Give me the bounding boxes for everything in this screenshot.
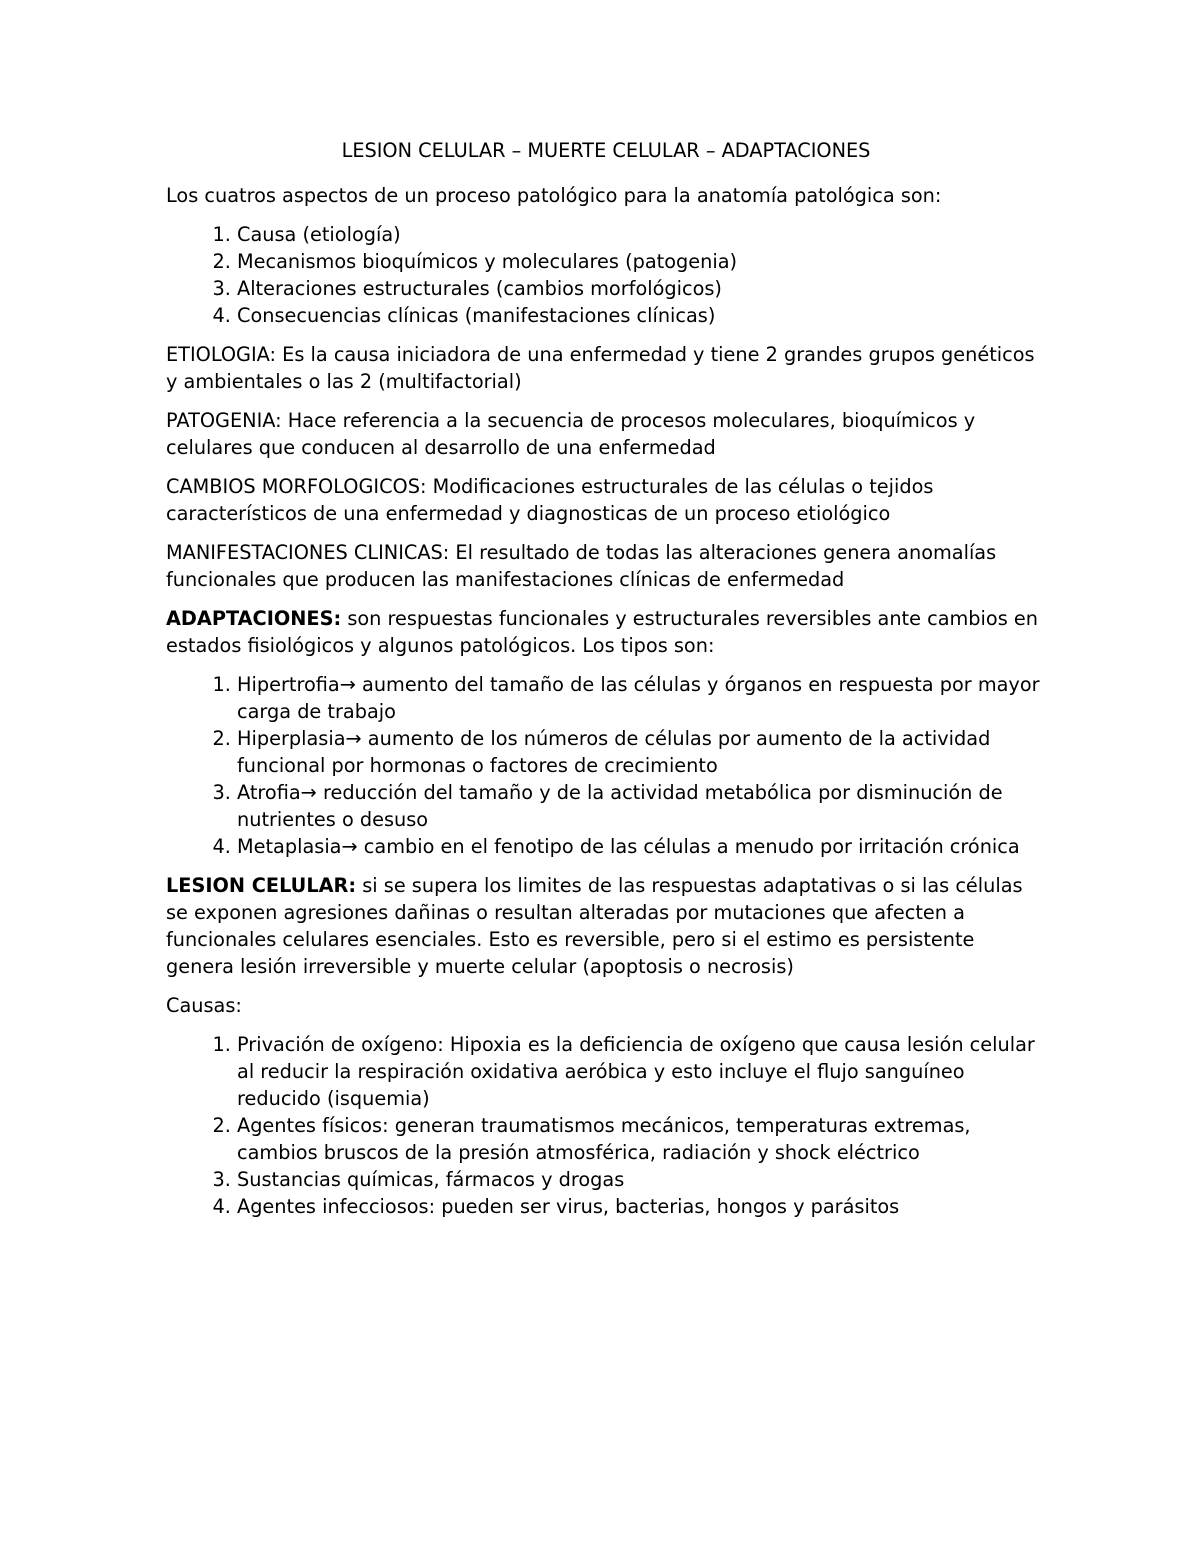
lesion-celular-paragraph	[166, 872, 1046, 980]
arrow-icon: →	[300, 781, 317, 804]
adaptacion-term: Hipertrofia	[237, 673, 340, 696]
patogenia-paragraph: PATOGENIA: Hace referencia a la secuencia de procesos moleculares, bioquímicos y celulares que conducen al desarrollo de una enfermedad	[166, 409, 976, 459]
adaptacion-item	[237, 833, 1046, 860]
adaptacion-term: Atrofia	[237, 781, 301, 804]
arrow-icon: →	[341, 835, 358, 858]
aspect-item: 4. Consecuencias clínicas (manifestaciones clínicas)	[237, 302, 1046, 329]
causa-item: 1. Privación de oxígeno: Hipoxia es la deficiencia de oxígeno que causa lesión celular al reducir la respiración oxidativa aeróbica y esto incluye el flujo sanguíneo reducido (isquemia)	[237, 1031, 1046, 1112]
arrow-icon: →	[339, 673, 356, 696]
adaptacion-item	[237, 725, 1046, 779]
causa-item: 3. Sustancias químicas, fármacos y drogas	[237, 1166, 1046, 1193]
causa-item: 2. Agentes físicos: generan traumatismos mecánicos, temperaturas extremas, cambios bruscos de la presión atmosférica, radiación y shock eléctrico	[237, 1112, 1046, 1166]
adaptacion-text: aumento de los números de células por aumento de la actividad funcional por hormonas o factores de crecimiento	[237, 727, 991, 777]
arrow-icon: →	[345, 727, 362, 750]
cambios-morfologicos-paragraph: CAMBIOS MORFOLOGICOS: Modificaciones estructurales de las células o tejidos característicos de una enfermedad y diagnosticas de un proceso etiológico	[166, 475, 934, 525]
causas-list	[166, 1031, 1046, 1220]
adaptacion-text: reducción del tamaño y de la actividad metabólica por disminución de nutrientes o desuso	[237, 781, 1003, 831]
manifestaciones-clinicas-paragraph: MANIFESTACIONES CLINICAS: El resultado de todas las alteraciones genera anomalías funcionales que producen las manifestaciones clínicas de enfermedad	[166, 541, 997, 591]
lesion-celular-text: si se supera los limites de las respuestas adaptativas o si las células se exponen agresiones dañinas o resultan alteradas por mutaciones que afecten a funcionales celulares esenciales. Esto es reversible, pero si el estimo es persistente genera lesión irreversible y muerte celular (apoptosis o necrosis)	[166, 874, 1023, 978]
adaptacion-item	[237, 779, 1046, 833]
adaptacion-term: Metaplasia	[237, 835, 342, 858]
etiologia-paragraph: ETIOLOGIA: Es la causa iniciadora de una enfermedad y tiene 2 grandes grupos genéticos y ambientales o las 2 (multifactorial)	[166, 343, 1035, 393]
adaptaciones-list	[166, 671, 1046, 860]
aspect-item: 1. Causa (etiología)	[237, 221, 1046, 248]
adaptacion-item	[237, 671, 1046, 725]
lesion-celular-label: LESION CELULAR:	[166, 874, 357, 897]
adaptaciones-paragraph	[166, 605, 1046, 659]
aspects-list	[166, 221, 1046, 329]
aspect-item: 2. Mecanismos bioquímicos y moleculares (patogenia)	[237, 248, 1046, 275]
adaptacion-text: cambio en el fenotipo de las células a menudo por irritación crónica	[357, 835, 1020, 858]
adaptacion-term: Hiperplasia	[237, 727, 346, 750]
document-title: LESION CELULAR – MUERTE CELULAR – ADAPTACIONES	[341, 139, 871, 162]
adaptacion-text: aumento del tamaño de las células y órganos en respuesta por mayor carga de trabajo	[237, 673, 1040, 723]
aspect-item: 3. Alteraciones estructurales (cambios morfológicos)	[237, 275, 1046, 302]
intro-paragraph: Los cuatros aspectos de un proceso patológico para la anatomía patológica son:	[166, 184, 942, 207]
causa-item: 4. Agentes infecciosos: pueden ser virus, bacterias, hongos y parásitos	[237, 1193, 1046, 1220]
document-page	[166, 136, 1046, 1232]
causas-heading: Causas:	[166, 994, 242, 1017]
adaptaciones-label: ADAPTACIONES:	[166, 607, 342, 630]
adaptaciones-text: son respuestas funcionales y estructurales reversibles ante cambios en estados fisiológicos y algunos patológicos. Los tipos son:	[166, 607, 1038, 657]
